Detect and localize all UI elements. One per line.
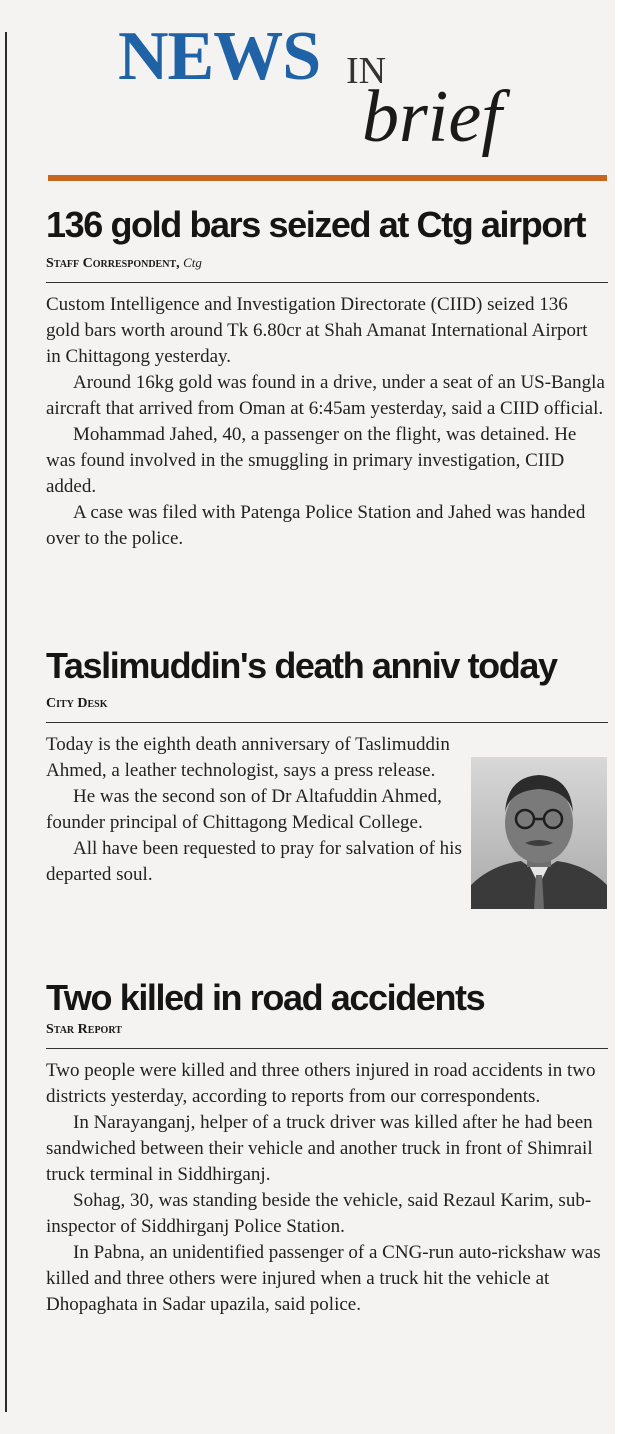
- byline-place: Ctg: [183, 255, 202, 270]
- paragraph: All have been requested to pray for salvation of his departed soul.: [46, 838, 462, 885]
- masthead-brief: brief: [362, 76, 502, 158]
- article-body: [46, 292, 606, 552]
- paragraph: Around 16kg gold was found in a drive, under a seat of an US-Bangla aircraft that arrived from Oman at 6:45am yesterday, said a CIID official.: [46, 372, 605, 419]
- article-gold-bars: [46, 203, 608, 552]
- article-headline: Taslimuddin's death anniv today: [46, 645, 557, 686]
- article-headline: 136 gold bars seized at Ctg airport: [46, 204, 586, 245]
- article-byline: [46, 694, 608, 714]
- column-rule: [5, 32, 7, 1412]
- article-byline: [46, 253, 608, 274]
- masthead-divider: [48, 175, 607, 181]
- page-edge: [615, 0, 619, 1434]
- byline-author: Star Report: [46, 1022, 122, 1037]
- byline-author: City Desk: [46, 696, 108, 711]
- paragraph: Two people were killed and three others injured in road accidents in two districts yesterday, according to reports from our correspondents.: [46, 1060, 596, 1107]
- paragraph: In Narayanganj, helper of a truck driver was killed after he had been sandwiched between their vehicle and another truck in front of Shimrail truck terminal in Siddhirganj.: [46, 1112, 593, 1185]
- article-road-accidents: [46, 976, 608, 1318]
- portrait-image: [471, 757, 607, 909]
- paragraph: Today is the eighth death anniversary of Taslimuddin Ahmed, a leather technologist, says a press release.: [46, 734, 450, 781]
- article-byline: [46, 1020, 608, 1040]
- paragraph: Mohammad Jahed, 40, a passenger on the flight, was detained. He was found involved in the smuggling in primary investigation, CIID added.: [46, 424, 577, 497]
- masthead-in: IN: [346, 50, 387, 92]
- byline-rule: [46, 282, 608, 283]
- paragraph: He was the second son of Dr Altafuddin Ahmed, founder principal of Chittagong Medical College.: [46, 786, 442, 833]
- article-headline: Two killed in road accidents: [46, 977, 485, 1018]
- paragraph: A case was filed with Patenga Police Station and Jahed was handed over to the police.: [46, 502, 586, 549]
- article-body: [46, 732, 464, 888]
- paragraph: Custom Intelligence and Investigation Directorate (CIID) seized 136 gold bars worth around Tk 6.80cr at Shah Amanat International Airport in Chittagong yesterday.: [46, 294, 588, 367]
- article-death-anniversary: [46, 644, 608, 888]
- byline-rule: [46, 722, 608, 723]
- paragraph: Sohag, 30, was standing beside the vehicle, said Rezaul Karim, sub-inspector of Siddhirganj Police Station.: [46, 1190, 592, 1237]
- article-body: [46, 1058, 606, 1318]
- portrait-photo: [471, 757, 607, 909]
- masthead-news: NEWS: [118, 18, 321, 95]
- paragraph: In Pabna, an unidentified passenger of a CNG-run auto-rickshaw was killed and three others were injured when a truck hit the vehicle at Dhopaghata in Sadar upazila, said police.: [46, 1242, 601, 1315]
- byline-rule: [46, 1048, 608, 1049]
- masthead: [118, 18, 558, 172]
- byline-author: Staff Correspondent,: [46, 256, 180, 271]
